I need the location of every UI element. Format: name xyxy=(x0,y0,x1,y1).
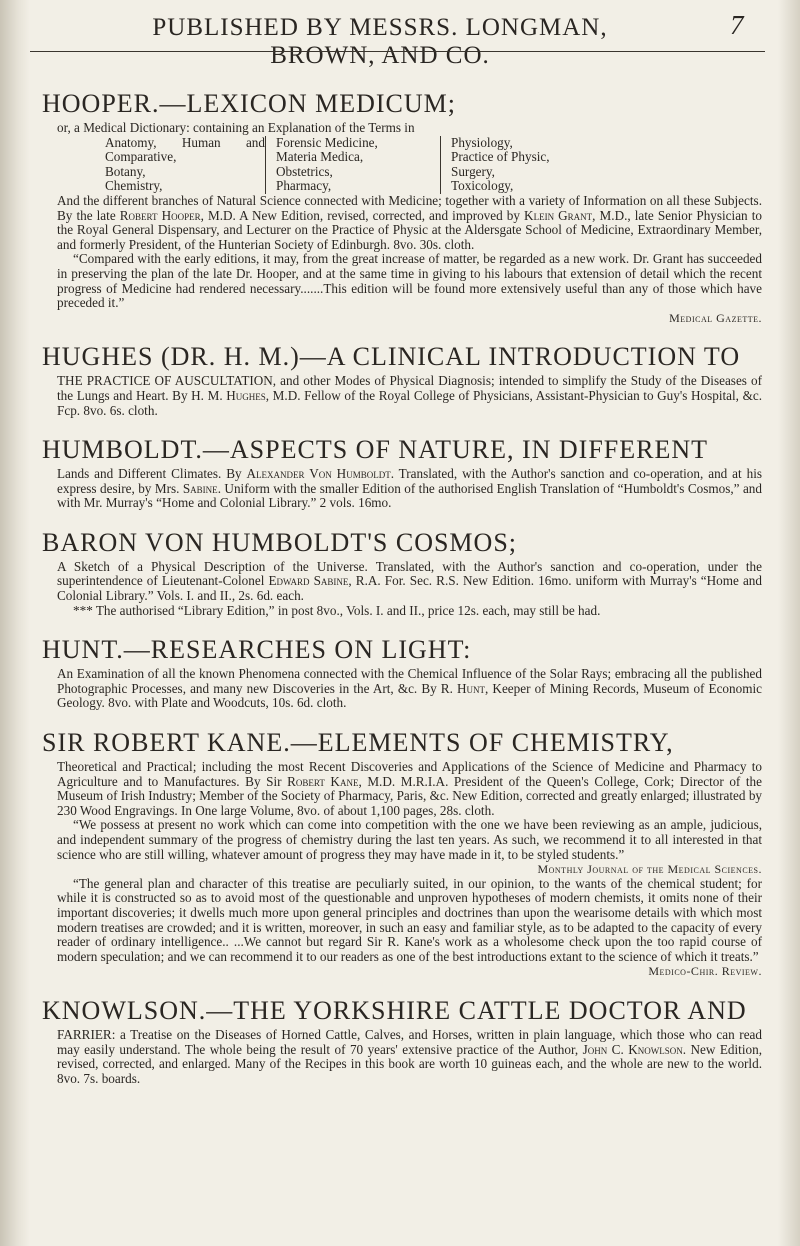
author-name: Hughes xyxy=(226,387,266,403)
entry-note: *** The authorised “Library Edition,” in post 8vo., Vols. I. and II., price 12s. each, may still be had. xyxy=(73,602,601,618)
entry-body xyxy=(50,667,762,711)
review-quote: “We possess at present no work which can come into competition with the one we have been reviewing as an ample, judicious, and independent summary of the progress of chemistry during the last ten years. As such, we recommend it to all interested in that science who are still willing, whatever amount of progress they may have made in it, to be styled students.” Monthly Journal of the Medical Sciences. xyxy=(57,817,762,877)
subject: Physiology, xyxy=(451,134,513,150)
entry-description: THE PRACTICE OF AUSCULTATION, and other Modes of Physical Diagnosis; intended to simplify the Study of the Diseases of the Lungs and Heart. By H. M. Hughes, M.D. Fellow of the Royal College of Physicians, Assistant-Physician to Guy's Hospital, &c. Fcp. 8vo. 6s. cloth. xyxy=(57,373,762,418)
entry-title: HUNT.—RESEARCHES ON LIGHT: xyxy=(42,635,472,665)
subject: Pharmacy, xyxy=(276,178,332,194)
subject: Materia Medica, xyxy=(276,149,364,165)
entry-title: SIR ROBERT KANE.—ELEMENTS OF CHEMISTRY, xyxy=(42,728,674,758)
entry-title: HUGHES (DR. H. M.)—A CLINICAL INTRODUCTION TO xyxy=(42,342,741,372)
entry-description: Theoretical and Practical; including the most Recent Discoveries and Applications of the Science of Medicine and Pharmacy to Agriculture and to Manufactures. By Sir Robert Kane, M.D. M.R.I.A. President of the Queen's College, Cork; Director of the Museum of Irish Industry; Member of the Society of Pharmacy, Paris, &c. New Edition, corrected and greatly enlarged; illustrated by 230 Wood Engravings. In One large Volume, 8vo. of about 1,100 pages, 28s. cloth. xyxy=(57,759,762,818)
running-head: PUBLISHED BY MESSRS. LONGMAN, BROWN, AND CO. xyxy=(152,14,608,69)
entry-description: Lands and Different Climates. By Alexander Von Humboldt. Translated, with the Author's sanction and co-operation, and at his express desire, by Mrs. Sabine. Uniform with the smaller Edition of the authorised English Translation of “Humboldt's Cosmos,” and with Mr. Murray's “Home and Colonial Library.” 2 vols. 16mo. xyxy=(57,466,762,511)
entry-body xyxy=(50,560,762,618)
entry-knowlson xyxy=(42,995,762,1086)
entry-hughes xyxy=(42,342,762,418)
review-quote: “Compared with the early editions, it may, from the great increase of matter, be regarded as a new work. Dr. Grant has succeeded in preserving the plan of the late Dr. Hooper, and at the same time in giving to his labours that extension of detail which the recent progress of Medicine had rendered necessary.......This edition will be found more extensively useful than any of those which have preceded it.” Medical Gazette. xyxy=(57,251,762,325)
subject: Forensic Medicine, xyxy=(276,134,378,150)
entry-intro: or, a Medical Dictionary: containing an Explanation of the Terms in xyxy=(57,120,415,135)
entry-humboldt-aspects xyxy=(42,435,762,511)
entry-humboldt-cosmos xyxy=(42,527,762,618)
author-name: Alexander Von Humboldt xyxy=(246,466,391,482)
entry-body xyxy=(50,1028,762,1086)
page-edge-shadow xyxy=(778,0,800,1246)
subject: Surgery, xyxy=(451,163,495,179)
entry-body xyxy=(50,121,762,325)
subject: Toxicology, xyxy=(451,178,514,194)
subject: Obstetrics, xyxy=(276,163,333,179)
subject: Botany, xyxy=(105,163,146,179)
entry-body xyxy=(50,467,762,511)
entry-title: BARON VON HUMBOLDT'S COSMOS; xyxy=(42,527,518,557)
header-rule xyxy=(30,51,765,52)
subject-column xyxy=(440,136,640,194)
entry-hooper xyxy=(42,89,762,325)
entry-description: An Examination of all the known Phenomena connected with the Chemical Influence of the Solar Rays; embracing all the published Photographic Processes, and many new Discoveries in the Art, &c. By R. Hunt, Keeper of Mining Records, Museum of Economic Geology. 8vo. with Plate and Woodcuts, 10s. 6d. cloth. xyxy=(57,666,762,711)
entry-description: A Sketch of a Physical Description of the Universe. Translated, with the Author's sanction and co-operation, under the superintendence of Lieutenant-Colonel Edward Sabine, R.A. For. Sec. R.S. New Edition. 16mo. uniform with Murray's “Home and Colonial Library.” Vols. I. and II., 2s. 6d. each. xyxy=(57,558,762,604)
entry-kane xyxy=(42,728,762,979)
review-source: Medico-Chir. Review. xyxy=(648,964,762,979)
review-source: Medical Gazette. xyxy=(669,310,762,325)
subject-list xyxy=(95,136,762,194)
entry-hunt xyxy=(42,635,762,711)
review-quote: “The general plan and character of this treatise are peculiarly suited, in our opinion, to the wants of the chemical student; for while it is constructed so as to avoid most of the questionable and unproven hypotheses of modern chemists, it omits none of their important discoveries; it dwells much more upon general principles and doctrines than upon the wearisome details with which most modern treatises are crowded; and it is written, moreover, in such an easy and familiar style, as to be adapted to the capacity of every reader of ordinary intelligence.. ...We cannot but regard Sir R. Kane's work as a wholesome check upon the too rapid course of modern speculation; and we can recommend it to our readers as one of the best introductions extant to the science of which it treats.” Medico-Chir. Review. xyxy=(57,875,762,979)
review-source: Monthly Journal of the Medical Sciences. xyxy=(537,862,762,877)
translator-name: Edward Sabine xyxy=(268,573,349,589)
entry-title: HUMBOLDT.—ASPECTS OF NATURE, IN DIFFERENT xyxy=(42,435,709,465)
subject-column xyxy=(95,136,265,194)
catalogue-column xyxy=(42,89,762,1104)
entry-title: HOOPER.—LEXICON MEDICUM; xyxy=(42,89,456,118)
subject-column xyxy=(265,136,440,194)
entry-body xyxy=(50,760,762,979)
page-number: 7 xyxy=(730,10,744,40)
subject: Practice of Physic, xyxy=(451,149,550,165)
entry-title: KNOWLSON.—THE YORKSHIRE CATTLE DOCTOR AND xyxy=(42,995,747,1025)
author-name: Robert Kane xyxy=(287,773,359,789)
page-binding-shadow xyxy=(0,0,30,1246)
subject: Anatomy, Human and Comparative, xyxy=(105,134,265,165)
editor-name: Klein Grant xyxy=(524,207,593,223)
subject: Chemistry, xyxy=(105,178,163,194)
entry-description: FARRIER: a Treatise on the Diseases of Horned Cattle, Calves, and Horses, written in plain language, which those who can read may easily understand. The whole being the result of 70 years' extensive practice of the Author, John C. Knowlson. New Edition, revised, corrected, and enlarged. Many of the Recipes in this book are worth 10 guineas each, and the whole are new to the world. 8vo. 7s. boards. xyxy=(57,1026,762,1086)
author-name: Robert Hooper xyxy=(119,207,201,223)
author-name: Hunt xyxy=(457,680,486,696)
entry-description: And the different branches of Natural Science connected with Medicine; together with a variety of Information on all these Subjects. By the late Robert Hooper, M.D. A New Edition, revised, corrected, and improved by Klein Grant, M.D., late Senior Physician to the Royal General Dispensary, and Lecturer on the Practice of Physic at the Aldersgate School of Medicine, Extraordinary Member, and formerly President, of the Hunterian Society of Edinburgh. 8vo. 30s. cloth. xyxy=(57,192,762,252)
author-name: John C. Knowlson xyxy=(582,1041,683,1057)
translator-name: Sabine xyxy=(182,480,218,496)
entry-body xyxy=(50,374,762,418)
